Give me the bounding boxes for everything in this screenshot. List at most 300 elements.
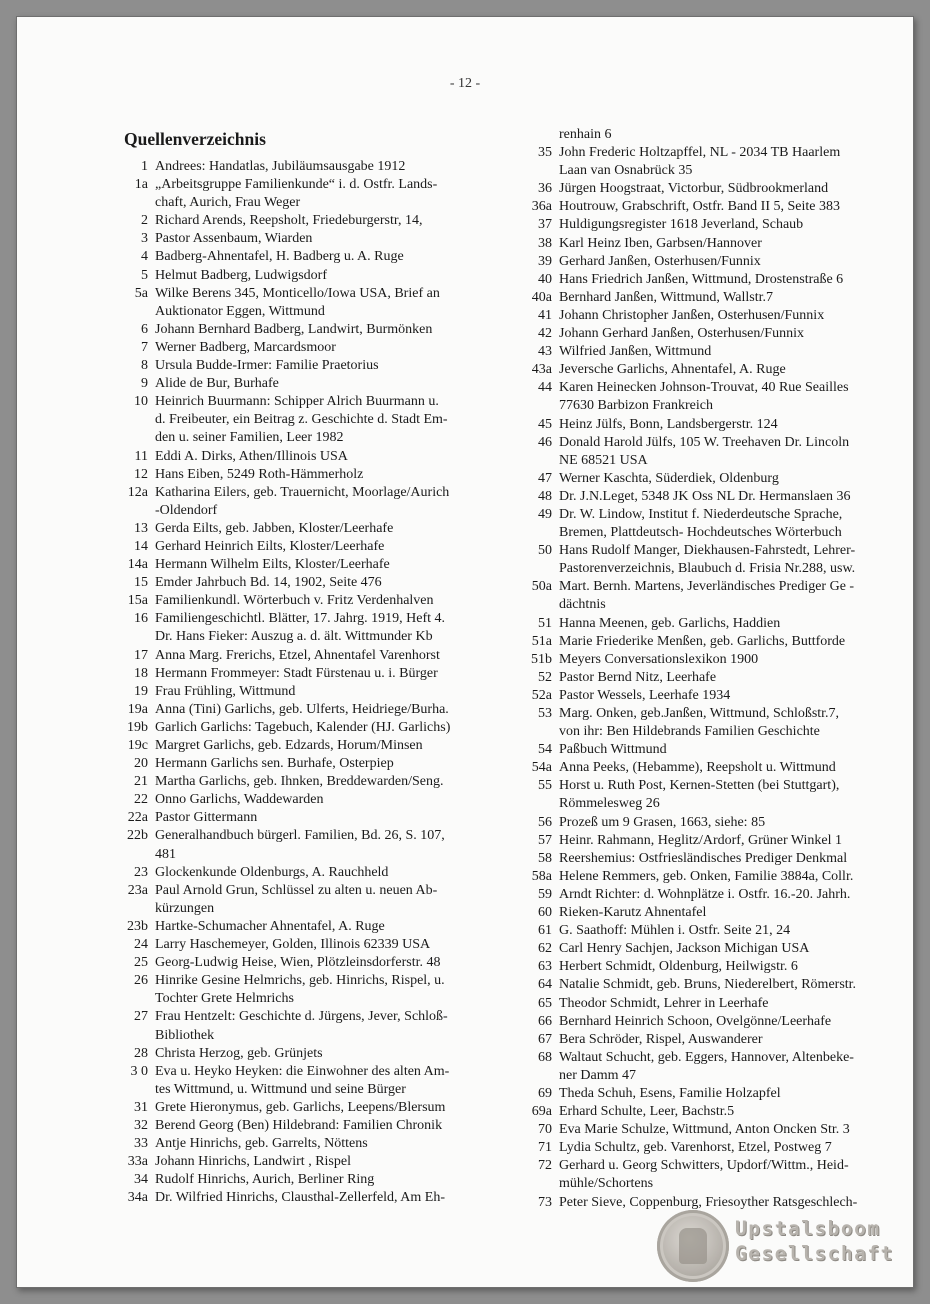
source-entry: [517, 814, 892, 832]
entry-number: 59: [538, 886, 552, 902]
source-entry: [517, 470, 892, 488]
entry-text: [559, 1031, 892, 1049]
entry-line: Bibliothek: [155, 1027, 215, 1043]
entry-text: [559, 687, 892, 705]
entry-number: 33a: [127, 1154, 148, 1170]
source-entry: [117, 1117, 499, 1135]
entry-text: [559, 1157, 892, 1193]
entry-text: [155, 791, 499, 809]
source-entry: [517, 741, 892, 759]
source-entry: [517, 886, 892, 904]
entry-number: 73: [538, 1194, 552, 1210]
entry-line: Bernhard Janßen, Wittmund, Wallstr.7: [559, 289, 773, 305]
source-entry: [517, 850, 892, 868]
entry-line: Dr. Wilfried Hinrichs, Clausthal-Zellerfeld, Am Eh-: [155, 1190, 445, 1206]
source-entry: [517, 325, 892, 343]
entry-text: [155, 520, 499, 538]
entry-text: [559, 1049, 892, 1085]
source-entry: [517, 633, 892, 651]
entry-number: 40: [538, 271, 552, 287]
source-entry: [517, 615, 892, 633]
entry-text: [559, 669, 892, 687]
entry-continuation: renhain 6: [559, 127, 612, 142]
source-entry: [117, 882, 499, 918]
entry-number: 61: [538, 923, 552, 939]
source-entry: [117, 574, 499, 592]
entry-line: Hartke-Schumacher Ahnentafel, A. Ruge: [155, 918, 385, 934]
source-entry: [117, 285, 499, 321]
entry-line: Alide de Bur, Burhafe: [155, 376, 279, 392]
entry-number: 9: [141, 376, 148, 392]
source-entry: [517, 1049, 892, 1085]
source-entry: [517, 253, 892, 271]
source-entry: [117, 592, 499, 610]
entry-line: Natalie Schmidt, geb. Bruns, Niederelbert, Römerstr.: [559, 977, 857, 993]
source-entry: [517, 1121, 892, 1139]
source-entry: [117, 357, 499, 375]
source-entry: [117, 520, 499, 538]
source-entry: [517, 271, 892, 289]
source-entry: [517, 777, 892, 813]
entry-line: Johann Bernhard Badberg, Landwirt, Burmönken: [155, 321, 433, 337]
source-entry: [517, 307, 892, 325]
entry-line: Erhard Schulte, Leer, Bachstr.5: [559, 1104, 735, 1120]
entry-line: Badberg-Ahnentafel, H. Badberg u. A. Ruge: [155, 249, 404, 265]
entry-text: [559, 633, 892, 651]
entry-line: Garlich Garlichs: Tagebuch, Kalender (HJ. Garlichs): [155, 719, 451, 735]
entry-text: [155, 158, 499, 176]
entry-line: Berend Georg (Ben) Hildebrand: Familien Chronik: [155, 1117, 443, 1133]
source-entry: [517, 669, 892, 687]
source-entry: [117, 827, 499, 863]
entry-line: Familienkundl. Wörterbuch v. Fritz Verdenhalven: [155, 593, 434, 609]
entry-text: [559, 814, 892, 832]
source-entry: [517, 904, 892, 922]
entry-number: 31: [134, 1099, 148, 1115]
entry-number: 66: [538, 1013, 552, 1029]
entry-line: Karl Heinz Iben, Garbsen/Hannover: [559, 235, 762, 251]
entry-number: 26: [134, 973, 148, 989]
entry-line: Rudolf Hinrichs, Aurich, Berliner Ring: [155, 1172, 375, 1188]
entry-line: Helene Remmers, geb. Onken, Familie 3884a, Collr.: [559, 868, 854, 884]
entry-line: Paul Arnold Grun, Schlüssel zu alten u. neuen Ab-: [155, 882, 438, 898]
entry-text: [155, 827, 499, 863]
source-entry: [117, 918, 499, 936]
entry-line: 481: [155, 846, 176, 862]
source-entry: [517, 488, 892, 506]
entry-number: 57: [538, 832, 552, 848]
source-entry: [517, 235, 892, 253]
entry-number: 12a: [127, 484, 148, 500]
entry-text: [155, 466, 499, 484]
entry-text: [559, 1139, 892, 1157]
entry-number: 36: [538, 181, 552, 197]
watermark-line-2: Gesellschaft: [735, 1242, 894, 1265]
entry-line: den u. seiner Familien, Leer 1982: [155, 430, 344, 446]
entry-number: 14a: [127, 557, 148, 573]
entry-line: Laan van Osnabrück 35: [559, 163, 693, 179]
entry-number: 21: [134, 774, 148, 790]
entry-number: 6: [141, 321, 148, 337]
entry-number: 51: [538, 615, 552, 631]
source-entry: [517, 578, 892, 614]
entry-number: 54: [538, 742, 552, 758]
entry-text: [559, 922, 892, 940]
entry-text: [155, 339, 499, 357]
source-entry: [117, 665, 499, 683]
entry-number: 70: [538, 1122, 552, 1138]
entry-line: tes Wittmund, u. Wittmund und seine Bürger: [155, 1081, 406, 1097]
entry-number: 23b: [127, 918, 148, 934]
entry-line: Johann Gerhard Janßen, Osterhusen/Funnix: [559, 326, 804, 342]
entry-text: [155, 719, 499, 737]
entry-line: von ihr: Ben Hildebrands Familien Geschichte: [559, 724, 820, 740]
source-entry: [117, 1063, 499, 1099]
entry-line: Pastorenverzeichnis, Blaubuch d. Frisia Nr.288, usw.: [559, 561, 856, 577]
entry-line: Hinrike Gesine Helmrichs, geb. Hinrichs, Rispel, u.: [155, 973, 445, 989]
entry-line: Meyers Conversationslexikon 1900: [559, 651, 759, 667]
entry-text: [559, 416, 892, 434]
entry-line: Horst u. Ruth Post, Kernen-Stetten (bei Stuttgart),: [559, 778, 840, 794]
entry-line: Pastor Bernd Nitz, Leerhafe: [559, 669, 717, 685]
entry-line: Andrees: Handatlas, Jubiläumsausgabe 1912: [155, 159, 406, 174]
entry-line: Glockenkunde Oldenburgs, A. Rauchheld: [155, 864, 389, 880]
entry-number: 63: [538, 959, 552, 975]
entry-line: Emder Jahrbuch Bd. 14, 1902, Seite 476: [155, 575, 382, 591]
entry-number: 43a: [531, 362, 552, 378]
source-entry: [517, 379, 892, 415]
entry-line: Mart. Bernh. Martens, Jeverländisches Prediger Ge -: [559, 579, 855, 595]
source-entry: [117, 375, 499, 393]
entry-number: 5a: [134, 285, 148, 301]
source-entry: [117, 1135, 499, 1153]
entry-text: [559, 832, 892, 850]
entry-line: Hans Eiben, 5249 Roth-Hämmerholz: [155, 466, 364, 482]
source-entry: [117, 809, 499, 827]
source-entry: [117, 936, 499, 954]
entry-text: [559, 958, 892, 976]
entry-line: Bernhard Heinrich Schoon, Ovelgönne/Leerhafe: [559, 1013, 832, 1029]
entry-number: 65: [538, 995, 552, 1011]
entry-line: Johann Christopher Janßen, Osterhusen/Funnix: [559, 307, 825, 323]
entry-number: 35: [538, 145, 552, 161]
source-entry: [517, 1103, 892, 1121]
entry-number: 19a: [127, 701, 148, 717]
entry-number: 15a: [127, 593, 148, 609]
entry-text: [155, 755, 499, 773]
entry-number: 40a: [531, 289, 552, 305]
entry-number: 4: [141, 249, 148, 265]
entry-line: Katharina Eilers, geb. Trauernicht, Moorlage/Aurich: [155, 484, 450, 500]
source-entry: [517, 940, 892, 958]
source-entry: [117, 484, 499, 520]
entry-number: 13: [134, 520, 148, 536]
entry-number: 44: [538, 380, 552, 396]
entry-line: Heinz Jülfs, Bonn, Landsbergerstr. 124: [559, 416, 778, 432]
entry-number: 11: [134, 448, 148, 464]
page-title: Quellenverzeichnis: [124, 129, 266, 149]
source-entry: [517, 651, 892, 669]
source-entry: [117, 1171, 499, 1189]
entry-line: Marg. Onken, geb.Janßen, Wittmund, Schloßstr.7,: [559, 706, 840, 721]
source-entry: [117, 755, 499, 773]
entry-text: [559, 361, 892, 379]
entry-text: [559, 1085, 892, 1103]
entry-line: Eddi A. Dirks, Athen/Illinois USA: [155, 448, 348, 464]
right-source-column: [517, 126, 892, 1212]
entry-number: 24: [134, 937, 148, 953]
entry-line: Werner Kaschta, Süderdiek, Oldenburg: [559, 470, 779, 486]
entry-number: 1a: [134, 177, 148, 193]
entry-text: [559, 307, 892, 325]
entry-line: Houtrouw, Grabschrift, Ostfr. Band II 5, Seite 383: [559, 199, 840, 215]
source-entry: [517, 542, 892, 578]
entry-text: [559, 542, 892, 578]
entry-number: 41: [538, 307, 552, 323]
entry-text: [559, 777, 892, 813]
entry-number: 50: [538, 543, 552, 559]
entry-number: 32: [134, 1117, 148, 1133]
source-entry: [517, 759, 892, 777]
entry-text: [559, 759, 892, 777]
entry-number: 25: [134, 955, 148, 971]
entry-number: 47: [538, 470, 552, 486]
entry-number: 27: [134, 1009, 148, 1025]
entry-text: [559, 1103, 892, 1121]
entry-line: Christa Herzog, geb. Grünjets: [155, 1045, 323, 1061]
source-entry: [117, 267, 499, 285]
entry-line: Peter Sieve, Coppenburg, Friesoyther Ratsgeschlech-: [559, 1194, 858, 1210]
source-entry: [517, 144, 892, 180]
entry-line: Dr. Hans Fieker: Auszug a. d. ält. Wittmunder Kb: [155, 629, 433, 645]
source-entry: [117, 647, 499, 665]
source-entry: [517, 976, 892, 994]
entry-number: 36a: [531, 199, 552, 215]
entry-line: Onno Garlichs, Waddewarden: [155, 792, 324, 808]
entry-line: Waltaut Schucht, geb. Eggers, Hannover, Altenbeke-: [559, 1049, 854, 1065]
entry-number: 28: [134, 1045, 148, 1061]
entry-number: 52a: [531, 687, 552, 703]
entry-line: dächtnis: [559, 597, 606, 613]
source-entry: [117, 158, 499, 176]
entry-number: 69: [538, 1085, 552, 1101]
entry-text: [155, 864, 499, 882]
source-entry: [517, 343, 892, 361]
entry-text: [155, 809, 499, 827]
entry-number: 49: [538, 506, 552, 522]
entry-text: [155, 248, 499, 266]
source-entry: [517, 1157, 892, 1193]
entry-number: 19b: [127, 719, 148, 735]
entry-text: [155, 538, 499, 556]
source-entry: [117, 230, 499, 248]
entry-text: [155, 1063, 499, 1099]
entry-number: 19c: [127, 738, 148, 753]
entry-line: Heinrich Buurmann: Schipper Alrich Buurmann u.: [155, 394, 439, 410]
source-entry: [517, 868, 892, 886]
source-entry: [117, 791, 499, 809]
entry-line: Tochter Grete Helmrichs: [155, 991, 294, 1007]
entry-text: [155, 230, 499, 248]
entry-line: Hanna Meenen, geb. Garlichs, Haddien: [559, 615, 781, 631]
entry-number: 64: [538, 977, 552, 993]
entry-number: 15: [134, 575, 148, 591]
entry-text: [155, 574, 499, 592]
entry-line: Hermann Wilhelm Eilts, Kloster/Leerhafe: [155, 557, 390, 573]
entry-number: 10: [134, 394, 148, 410]
source-entry: [517, 289, 892, 307]
entry-line: Anna (Tini) Garlichs, geb. Ulferts, Heidriege/Burha.: [155, 701, 449, 717]
source-entry: [517, 1139, 892, 1157]
entry-number: 51a: [531, 633, 552, 649]
source-entry: [117, 719, 499, 737]
entry-number: 67: [538, 1031, 552, 1047]
source-entry: [117, 683, 499, 701]
entry-text: [155, 610, 499, 646]
entry-text: [559, 904, 892, 922]
entry-number: 12: [134, 466, 148, 482]
entry-line: Jeversche Garlichs, Ahnentafel, A. Ruge: [559, 362, 786, 378]
entry-text: [559, 235, 892, 253]
entry-line: Rieken-Karutz Ahnentafel: [559, 905, 707, 921]
entry-text: [559, 379, 892, 415]
entry-text: [155, 1153, 499, 1171]
left-source-column: [117, 158, 499, 1207]
source-entry: [517, 198, 892, 216]
entry-line: Hans Rudolf Manger, Diekhausen-Fahrstedt, Lehrer-: [559, 543, 856, 559]
society-watermark: [735, 1216, 894, 1266]
source-entry: [517, 180, 892, 198]
entry-number: 38: [538, 235, 552, 251]
entry-text: [155, 556, 499, 574]
entry-line: Martha Garlichs, geb. Ihnken, Breddewarden/Seng.: [155, 774, 444, 790]
entry-line: Bremen, Plattdeutsch- Hochdeutsches Wörterbuch: [559, 525, 842, 541]
entry-line: Wilke Berens 345, Monticello/Iowa USA, Brief an: [155, 285, 440, 301]
entry-line: Gerda Eilts, geb. Jabben, Kloster/Leerhafe: [155, 520, 394, 536]
entry-text: [559, 615, 892, 633]
entry-line: 77630 Barbizon Frankreich: [559, 398, 713, 414]
entry-line: Wilfried Janßen, Wittmund: [559, 344, 712, 360]
entry-line: Theda Schuh, Esens, Familie Holzapfel: [559, 1085, 781, 1101]
entry-line: Donald Harold Jülfs, 105 W. Treehaven Dr. Lincoln: [559, 434, 850, 450]
entry-line: Lydia Schultz, geb. Varenhorst, Etzel, Postweg 7: [559, 1140, 832, 1156]
entry-text: [559, 325, 892, 343]
entry-text: [559, 868, 892, 886]
source-entry: [517, 995, 892, 1013]
entry-number: 42: [538, 326, 552, 342]
entry-text: [155, 1189, 499, 1207]
entry-number: 68: [538, 1049, 552, 1065]
entry-line: Gerhard Janßen, Osterhusen/Funnix: [559, 253, 761, 269]
entry-text: [155, 285, 499, 321]
entry-line: kürzungen: [155, 900, 215, 916]
entry-line: ner Damm 47: [559, 1067, 636, 1083]
entry-number: 56: [538, 814, 552, 830]
source-entry: [517, 416, 892, 434]
entry-text: [155, 212, 499, 230]
entry-line: Jürgen Hoogstraat, Victorbur, Südbrookmerland: [559, 181, 829, 197]
entry-number: 18: [134, 665, 148, 681]
entry-line: Anna Peeks, (Hebamme), Reepsholt u. Wittmund: [559, 760, 836, 776]
source-entry: [517, 922, 892, 940]
society-seal-icon: [657, 1210, 729, 1282]
entry-line: Grete Hieronymus, geb. Garlichs, Leepens/Blersum: [155, 1099, 446, 1115]
entry-number: 60: [538, 905, 552, 921]
entry-number: 43: [538, 344, 552, 360]
entry-number: 71: [538, 1140, 552, 1156]
entry-line: Eva Marie Schulze, Wittmund, Anton Oncken Str. 3: [559, 1122, 850, 1138]
source-entry: [517, 832, 892, 850]
source-entry: [117, 393, 499, 447]
entry-number: 17: [134, 647, 148, 663]
source-entry: [117, 1045, 499, 1063]
entry-line: John Frederic Holtzapffel, NL - 2034 TB Haarlem: [559, 145, 841, 161]
entry-number: 22: [134, 792, 148, 808]
entry-text: [559, 578, 892, 614]
entry-text: [559, 886, 892, 904]
entry-number: 69a: [531, 1104, 552, 1120]
source-entry: [517, 1194, 892, 1212]
entry-text: [155, 647, 499, 665]
entry-line: Pastor Gittermann: [155, 810, 258, 826]
entry-number: 33: [134, 1136, 148, 1152]
entry-line: Gerhard u. Georg Schwitters, Updorf/Wittm., Heid-: [559, 1158, 849, 1174]
entry-text: [155, 592, 499, 610]
source-entry: [517, 506, 892, 542]
entry-text: [155, 484, 499, 520]
entry-line: Generalhandbuch bürgerl. Familien, Bd. 26, S. 107,: [155, 828, 445, 844]
entry-line: Anna Marg. Frerichs, Etzel, Ahnentafel Varenhorst: [155, 647, 440, 663]
entry-text: [559, 651, 892, 669]
entry-text: [155, 882, 499, 918]
entry-line: Auktionator Eggen, Wittmund: [155, 303, 325, 319]
entry-line: Marie Friederike Menßen, geb. Garlichs, Buttforde: [559, 633, 846, 649]
entry-line: Arndt Richter: d. Wohnplätze i. Ostfr. 16.-20. Jahrh.: [559, 886, 851, 902]
entry-line: Karen Heinecken Johnson-Trouvat, 40 Rue Seailles: [559, 380, 849, 396]
entry-number: 1: [141, 159, 148, 174]
source-entry: [117, 339, 499, 357]
entry-number: 2: [141, 213, 148, 229]
entry-line: Antje Hinrichs, geb. Garrelts, Nöttens: [155, 1136, 368, 1152]
source-entry: [517, 1031, 892, 1049]
entry-text: [559, 198, 892, 216]
entry-line: Margret Garlichs, geb. Edzards, Horum/Minsen: [155, 738, 423, 753]
entry-line: NE 68521 USA: [559, 452, 648, 468]
entry-text: [155, 1135, 499, 1153]
entry-line: Familiengeschichtl. Blätter, 17. Jahrg. 1919, Heft 4.: [155, 611, 446, 627]
entry-text: [155, 936, 499, 954]
source-entry: [117, 864, 499, 882]
entry-line: Frau Hentzelt: Geschichte d. Jürgens, Jever, Schloß-: [155, 1009, 448, 1025]
entry-number: 23a: [127, 882, 148, 898]
entry-line: mühle/Schortens: [559, 1176, 654, 1192]
entry-number: 20: [134, 756, 148, 772]
entry-text: [559, 741, 892, 759]
entry-text: [559, 470, 892, 488]
entry-line: Paßbuch Wittmund: [559, 742, 667, 758]
entry-number: 58: [538, 850, 552, 866]
entry-line: Gerhard Heinrich Eilts, Kloster/Leerhafe: [155, 538, 385, 554]
entry-number: 72: [538, 1158, 552, 1174]
entry-number: 8: [141, 358, 148, 374]
entry-text: [559, 1013, 892, 1031]
entry-text: [559, 995, 892, 1013]
entry-text: [559, 940, 892, 958]
entry-text: [559, 253, 892, 271]
entry-line: Prozeß um 9 Grasen, 1663, siehe: 85: [559, 814, 766, 830]
entry-text: [559, 289, 892, 307]
entry-text: [559, 434, 892, 470]
